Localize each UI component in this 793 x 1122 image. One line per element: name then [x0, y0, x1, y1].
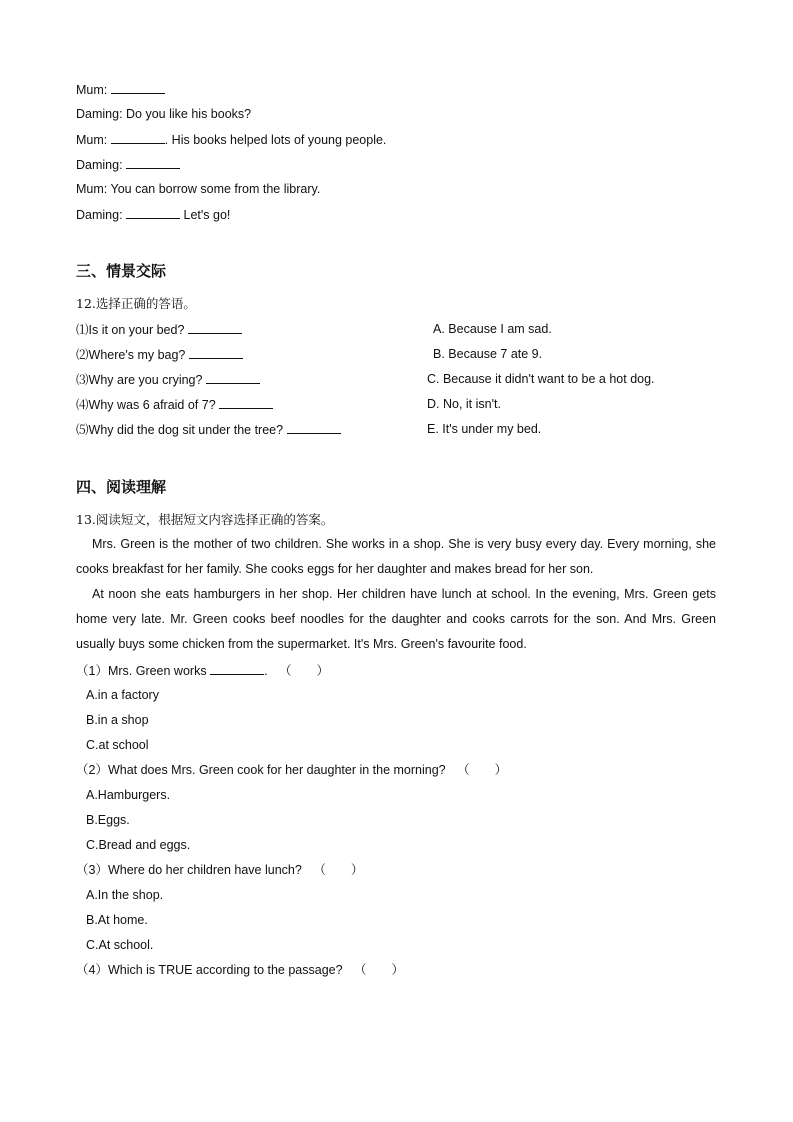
answer-blank[interactable] — [189, 346, 243, 359]
question-title: 12.选择正确的答语。 — [76, 296, 196, 311]
question-text: Why are you crying? — [88, 373, 203, 387]
dialogue-line — [76, 131, 386, 148]
dialogue-line — [76, 156, 180, 173]
answer-blank[interactable] — [188, 321, 242, 334]
speaker: Daming: — [76, 158, 123, 172]
option[interactable]: B.Eggs. — [86, 813, 130, 827]
question-text: Where's my bag? — [88, 348, 186, 362]
question-item — [76, 421, 341, 438]
dialogue-text: Do you like his books? — [126, 107, 252, 121]
passage-paragraph — [76, 582, 716, 657]
answer-paren[interactable]: （ ） — [279, 664, 330, 678]
question-item — [76, 321, 242, 338]
dialogue-line — [76, 81, 165, 98]
sub-question-text: （3）Where do her children have lunch? — [76, 863, 302, 877]
option[interactable]: A.Hamburgers. — [86, 788, 171, 802]
answer-option: C. Because it didn't want to be a hot dog. — [427, 372, 655, 386]
sub-question — [76, 962, 404, 978]
answer-blank[interactable] — [126, 156, 180, 169]
option[interactable]: C.At school. — [86, 938, 154, 952]
question-number: ⑸ — [76, 423, 89, 437]
dialogue-text: You can borrow some from the library. — [110, 182, 321, 196]
question-text: Is it on your bed? — [88, 323, 185, 337]
dialogue-line — [76, 181, 320, 197]
question-title: 13.阅读短文，根据短文内容选择正确的答案。 — [76, 512, 334, 527]
question-item — [76, 346, 243, 363]
sub-question-text: （1）Mrs. Green works — [76, 664, 207, 678]
answer-paren[interactable]: （ ） — [313, 863, 364, 877]
dialogue-line — [76, 106, 251, 122]
dialogue-line — [76, 206, 230, 223]
answer-blank[interactable] — [206, 371, 260, 384]
dialogue-text: . His books helped lots of young people. — [164, 133, 387, 147]
answer-option: D. No, it isn't. — [427, 397, 501, 411]
speaker: Daming: — [76, 107, 123, 121]
answer-blank[interactable] — [219, 396, 273, 409]
option[interactable]: B.At home. — [86, 913, 148, 927]
question-item — [76, 371, 260, 388]
question-text: Why did the dog sit under the tree? — [88, 423, 284, 437]
paragraph-text: Mrs. Green is the mother of two children. She works in a shop. She is very busy every day. Every morning, she cooks breakfast for her family. She cooks eggs for her daughter and makes bread for her son. — [76, 537, 716, 576]
question-number: ⑷ — [76, 398, 89, 412]
question-item — [76, 396, 273, 413]
answer-blank[interactable] — [210, 662, 264, 675]
answer-option: A. Because I am sad. — [433, 322, 552, 336]
question-number: ⑵ — [76, 348, 89, 362]
speaker: Daming: — [76, 208, 123, 222]
option[interactable]: A.In the shop. — [86, 888, 164, 902]
answer-paren[interactable]: （ ） — [457, 763, 508, 777]
section-heading: 三、情景交际 — [76, 262, 167, 280]
answer-paren[interactable]: （ ） — [354, 963, 405, 977]
sub-question — [76, 862, 363, 878]
question-text: Why was 6 afraid of 7? — [88, 398, 216, 412]
answer-blank[interactable] — [111, 131, 165, 144]
option[interactable]: C.at school — [86, 738, 149, 752]
answer-blank[interactable] — [126, 206, 180, 219]
answer-option: E. It's under my bed. — [427, 422, 542, 436]
question-number: ⑶ — [76, 373, 89, 387]
sub-question-text: （2）What does Mrs. Green cook for her daughter in the morning? — [76, 763, 446, 777]
option[interactable]: B.in a shop — [86, 713, 149, 727]
sub-question — [76, 662, 329, 679]
speaker: Mum: — [76, 83, 108, 97]
paragraph-text: At noon she eats hamburgers in her shop. Her children have lunch at school. In the evening, Mrs. Green gets home very late. Mr. Green cooks beef noodles for the daughter and cooks carrots for the son. And Mrs. Green usually buys some chicken from the supermarket. It's Mrs. Green's favourite food. — [76, 587, 716, 651]
answer-option: B. Because 7 ate 9. — [433, 347, 543, 361]
speaker: Mum: — [76, 182, 108, 196]
option[interactable]: C.Bread and eggs. — [86, 838, 191, 852]
speaker: Mum: — [76, 133, 108, 147]
passage-paragraph — [76, 532, 716, 582]
dialogue-text: Let's go! — [180, 208, 231, 222]
section-heading: 四、阅读理解 — [76, 478, 167, 496]
question-number: ⑴ — [76, 323, 89, 337]
period: . — [264, 664, 268, 678]
answer-blank[interactable] — [111, 81, 165, 94]
answer-blank[interactable] — [287, 421, 341, 434]
option[interactable]: A.in a factory — [86, 688, 159, 702]
sub-question-text: （4）Which is TRUE according to the passage? — [76, 963, 343, 977]
sub-question — [76, 762, 507, 778]
